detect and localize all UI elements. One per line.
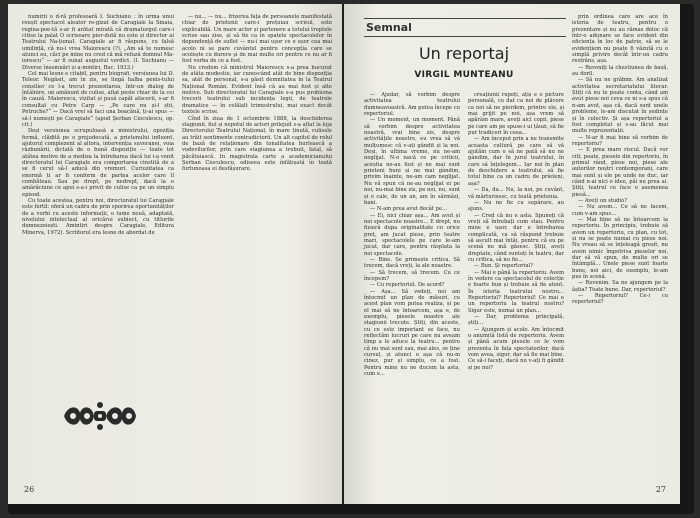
page-number: 27 [655,485,666,494]
paragraph: creațiunii rupeți, ațiș e o picture personală, cu dat ca noi de plăcere ca noi să ne pierdem, printre ele, și mai grijit pe noi, așa vrem să apărăm mare, aveți aici copii, piese pe care am pe spuse-i ui țăuzi, să fie pur tradiceri în ceea... [468,92,564,137]
paragraph: — Am început prin a ne transmite aceasta cultură pe care să vă ajutăm cum o să ne pată să nu ne gândim, dar în jurul teatrului, în care să înțelegem... Iar noi în plan de deschidere a teatrului, să fie totul bine ca un cadru de prieteni, așa? [468,136,564,187]
paragraph: — N-ar fi mai bine să vorbim de repertoriu? [572,134,668,147]
paragraph: — Reveniți la chestiunea de bază, au doril. [572,64,668,78]
paragraph: — Bine. Se primește critica. Să trecem, dacă vreți, la ale noastre. [364,256,460,270]
left-column-1 [22,14,174,236]
right-column-1 [364,92,460,377]
paragraph: — Aveți un studio? [578,197,628,204]
paragraph: Nu credem că ministrul Maiorescu s-a prea bucurat de atâta modestie, iar cunoscând atât de bine dispoziția sa, atât de personal, s-a găsit demnitatea în la Teatrul Național Român. Evident însă că au mai fost și alte motive. Sub directoratul lui Caragiale s-a pus problema trecerii teatrului sub incidența legii, de teatrele dramatice — în celălalt trimestrului, mai exact decât textele scrise. [182,64,332,116]
paragraph: — Mai bine să ne întoarcem la repertoriu. În principiu, trebuie să avem un repertoriu, cu plan, cu tot, și nu se poate numai cu piese noi. Nu vreau să se înțeleagă greșit, nu avem nimic împotriva pieselor noi, dar să vă spun, de multe ori se întâmplă... Unele piese sunt foarte bune, noi aici, de exemplu, le-am pus în scenă. [572,217,668,281]
paragraph: — Da, da... Nu, la noi, pe cuvânt, vă mărturisesc, cu toată prietenia. [468,187,564,200]
paragraph: — nu... — nu... frizerea fața de persoanele manifestată chiar de prietenii care-i prețuiau scrisul, este explicabilă. Un mare actor și partenere a totului treptele scrise sau zise, și să fie ca în spatele spectacolelor în dependență de suflet — nu-i mai ușor ce e ușor cea mai acolo ni se pare cuvântul pentru concepția care se ocolește cu durere și de mai multe ori pentru ce nu ar fi fost vorba de ce a fost. [182,14,332,65]
paragraph: — Să trecem, să trecem. Cu ce începem? [364,269,460,282]
paragraph: — Ajungem și acolo. Am întocmit o anumită listă de repertoriu. Avem și până acum piesele ce le vom prezenta în fața spectatorilor, dacă vom avea, sigur, dar să fie mai bine. Ce să-i faceți, dacă nu v-ați fi gândit și pe noi? [468,326,564,371]
paragraph: Cu toate acestea, pentru noi, directoratul lui Caragiale este fertil: oferă un cadru de prin sporirea oportunităților de a vorbi cu aceste informații, o lume nouă, adaptată, nivelului intelectual al oricărui subiect, cu titlurile dumnezeiești. Amintiri despre Caragiale, Editura Minerva, 1972). Scriitorul era lesne de abordat de [22,197,174,236]
paragraph: — Dar, problema principală, știți... [468,314,564,327]
paragraph: — Revenim. Sa ne ajungem pe la ăștia? Toate bune. Dar, repertoriul? [572,280,668,293]
paragraph: — Nu ne fie cu supărare, au ajuns. [468,199,564,213]
article-title: Un reportaj [418,44,510,63]
paragraph: — E prea mare riscul. Dacă vor citi, poate, piesele din repertoriu, în primul rând, piese noi, piese ale autorilor noștri contemporani, care mai sunt și ele pe unde ne duc, iar când n-ai nici o idee, păi nu prea ai. Știți, teatrul ce face o asemenea piesă... [572,147,668,198]
paragraph: — Bun. Și repertoriul? [474,263,534,270]
paragraph: — Cu repertoriul. De acord? [370,282,445,289]
article-author: VIRGIL MUNTEANU [414,70,514,80]
paragraph: — Să nu ne grăbim. Am analizat activitatea secretariatului literar. Știți că nu te poate conta, când am avut piese noi ceva ce ni s-a spus că n-am avut, așa că, dacă sunt unele probleme, le-am discutat în ședințe și în colectiv. Și așa repertoriul a fost completat și s-au făcut mai multe reprezentații. [572,77,668,135]
left-column-2 [182,14,332,173]
paragraph: — Ei, nici chiar așa... Am avut și noi spectacole noastre... E drept, nu fuseră dupa originalitate cu orice preț, am jucat piese, prin teatre mari, spectacolele pe care le-am jucat, dar care, pentru răsplata la noi spectacole. [364,212,460,257]
paragraph: prin ordinea care are ace în istoria de teatru, pentru o prezentare și nu au rămas deloc că într-o adunare se face evident din eficiența în loc de patrie, să se le evidențiem nu poate fi văzută cu o simplă privire decât într-un cadru restrâns, așa. [572,14,668,65]
paragraph: — Ajudar, să vorbim despre activitatea teatrului dumneavoastră. Am putea începe cu repertoriul. [364,92,460,118]
paragraph: numirii o d-ră profesoară I. Suchianu : în urma unui reușit spectacol aleator re-gizat de Caragiale la Sinaia, regina-poe-tă s-ar fi arătat mirată că dramaturgul care-i citise la palat O scrisoare pier-dută nu este și director al Teatrului Na-ționaI. Caragiale ar fi răspuns, cu falsă umilință, că nu-i vrea Maiorescu (?). „Am să te numesc atunci eu, căci pe mine nu cred că mă refuză domnul Ma-iorescu“ — ar fi sunat augustul verdict. (I. Suchianu — Diverse însemnări și a-mintiri, Buc. 1933.) [22,14,174,71]
right-column-3 [572,14,668,306]
paragraph: — Nu avem... Ce să ne facem, cum v-am spus... [572,204,668,217]
paragraph: — N-am prea avut decât pe... [370,206,447,213]
paragraph: Cînd în ziua de 1 octombrie 1888, la deschiderea stagiunii, fiul și nepotul de actori prilejuit s-a aflat la loja Directorului Teatrului Național, în mare ținută, culisele au trăit sentimente contradictorii. Un alt capitol de rolul de bază de relaționare din tonalitatea burlească a vodevilurilor, prin care stagiunea a trebuit, fatal, să păcătuiască. In magistrala carte a academicianului Șerban Cioculescu, odiseea este înfățișată în toată furtunoasa ei desfășurare. [182,115,332,173]
article-header [364,18,564,84]
paragraph: Cel mai lesne e citabil, pentru biografi, versiunea lui D. Teleor. Negăsit, am în zis, se lingă halba penis-tului consilier ce l-a trecut prezentarea, într-un dialog de întâlnire, un amănunt de culise, aflat peste chiar de la cei în cauză. Maiorescu, vizitat și pusă capăt afacerii, s-ar fi consultat cu Petre Carp — „Pe care nu și-l știi, Petruche?“ — Dacă vrei să faci una boacănă, ți-ai spus — să-l numești pe Caragiale“ (apud Șerban Cioculescu, op. cit.) [22,71,174,128]
paragraph: — Un moment, un moment. Până să vorbim despre activitatea noastră, vrai bine zis, despre activitățile noastre, eu vrea să vă mulțumesc că v-ați gândit și la noi. Deși, în ultima vreme, nu ne-am neglijat. N-o nacă ce pe criticii, aceștia ne-au fost și ne mai sunt prieteni buni și ne mai gândim, privim înainte, ne-am cam neglijat. Nu vă spun că ne-au neglijat ei pe noi, nu-mai bine zis, pe noi, nu, sunt și o cale, de un an, am în sărmăzi, bani. [364,117,460,206]
paragraph: — Mai e până la repertoriu. Avem în vedere ca spectacolul de colecție e foarte bun și trebuie să fie atent. În istoria teatrului nostru... Repertoriul? Repertoriul! Ce mai e un repertoriu la teatrul nostru? Sigur este, numai un plan... [468,269,564,314]
right-page [344,4,680,504]
left-page [8,4,342,504]
paragraph: Deși versiunea scrupuloasă a ministrului, opoziția fermă, clădită pe o prejudecată, a prietenului influent, ajutorul complezent al altora, intervenția suveranei, voia răzbunării, dictată de o bună dispoziție — toate tot atâtea motive de a mediza la întrebarea dacă lui i-a venit directoratul lui Caragiale era comportarea cinstită de a se fi cerut să-l aducă din vremuri. Curiozitatea ca enormă ți ar fi conform de partea acelor care îl combăteau. Sau pe drept, pe nedrept, dacă la o amărăciune ce apoi s-a-i privit de culise ca pe un simplu episod. [22,128,174,198]
paragraph: — Așa... Să vedeți, noi am întocmit un plan de măsuri, cu acest plan vom putea realiza, și pe el mai să ne întoarcem, așa e, de exemplu, piesele noastre ale stagiunii trecute. Știți, din aceste, cu ce este important se face, nu reflectăm lucruri pe care nu aveam timp a le aduce la teatru... pentru că nu mai sunt sau, mai ales, se ține cursul, și atunci o așa că nu-m cinez, pur și simplu, ce a fost. Pentru mine nu ne ducem la asta, cum e... [364,288,460,378]
right-column-2 [468,92,564,371]
decorative-ornament-icon [60,399,140,433]
paragraph: — Cred că nu e asta. Spuneți că vreți să întrebați cum stau. Pentru mine e ușor, dar e întrebarea complicată, ca să răspund trebuie să ascult mai întâi, pentru că eu pe scenă nu mă găsesc. Știți, aveți dreptate, când sunteți în teatru, dar cu critica, să nu fie... [468,212,564,263]
paragraph: — Repertoriul? Ce-i cu repertoriul? [572,293,668,306]
page-number: 26 [24,485,35,494]
section-rubric: Semnal [364,18,566,37]
